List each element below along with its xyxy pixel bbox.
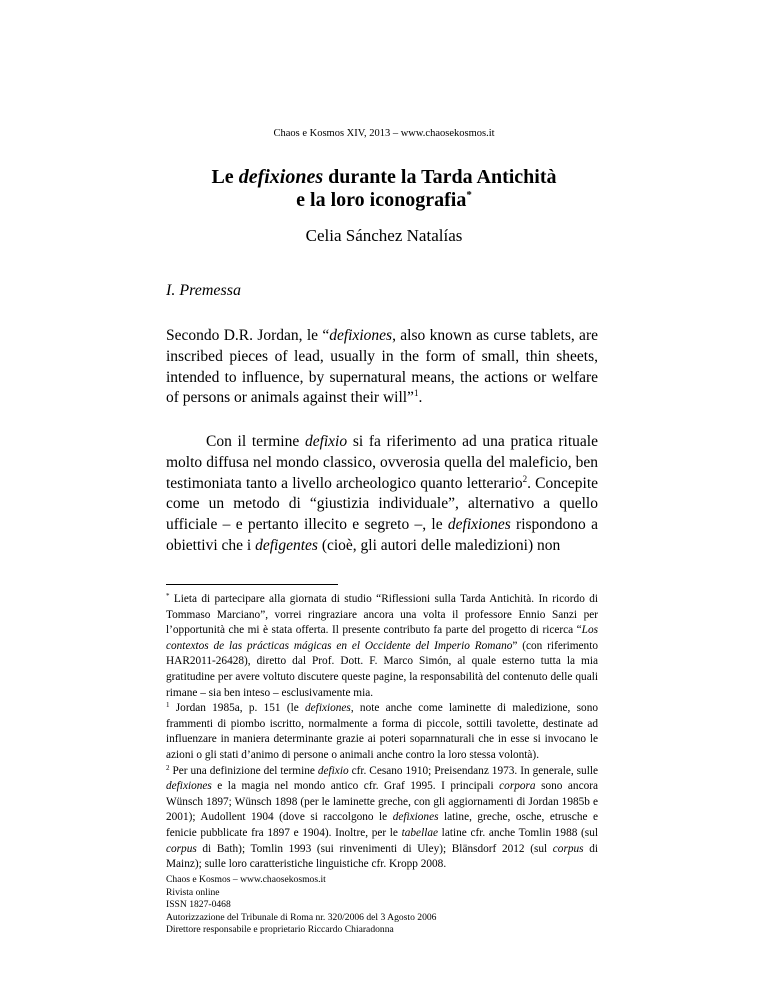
footnote-ref-2[interactable]: 2 — [522, 473, 528, 484]
title-italic-term: defixiones — [238, 166, 324, 188]
running-head: Chaos e Kosmos XIV, 2013 – www.chaosekosmos.it — [273, 128, 495, 139]
author-name: Celia Sánchez Natalías — [305, 226, 463, 245]
imprint-line: Rivista online — [166, 886, 220, 898]
footnote-separator — [166, 584, 338, 585]
imprint-line: Direttore responsabile e proprietario Riccardo Chiaradonna — [166, 924, 394, 936]
paragraph-2: Con il termine defixio si fa riferimento ad una pratica rituale molto diffusa nel mondo classico, ovverosia quella del maleficio, ben testimoniata tanto a livello archeologico quanto letterario$^2$. Concepite come un metodo di “giustizia individuale”, alternativo a quello ufficiale – e pertanto illecito e segreto –, le defixiones rispondono a obiettivi che i defigentes (cioè, gli autori delle maledizioni) non — [166, 433, 599, 554]
title-footnote-mark[interactable]: * — [466, 189, 472, 201]
imprint-line: Chaos e Kosmos – www.chaosekosmos.it — [166, 874, 326, 885]
title-line-2: e la loro iconografia* — [296, 189, 472, 211]
imprint-line: Autorizzazione del Tribunale di Roma nr. 320/2006 del 3 Agosto 2006 — [166, 911, 437, 923]
footnote-star: * Lieta di partecipare alla giornata di studio “Riflessioni sulla Tarda Antichità. In ricordo di Tommaso Marciano”, vorrei ringraziare ancora una volta il professore Ennio Sanzi per l’opportunità che mi è stata offerta. Il presente contributo fa parte del progetto di ricerca “Los contextos de las prácticas mágicas en el Occidente del Imperio Romano” (con riferimento HAR2011-26428), diretto dal Prof. Dott. F. Marco Simón, al quale esterno tutta la mia gratitudine per avere voltuto discutere queste pagine, la responsabilità del contenuto delle quali rimane – sia ben inteso – esclusivamente mia. — [166, 592, 598, 699]
article-title — [0, 166, 768, 212]
journal-imprint — [166, 874, 598, 937]
footnote-2: $^2$ Per una definizione del termine defixio cfr. Cesano 1910; Preisendanz 1973. In generale, sulle defixiones e la magia nel mondo antico cfr. Graf 1995. I principali corpora sono ancora Wünsch 1897; Wünsch 1898 (per le laminette greche, con gli aggiornamenti di Jordan 1985b e 2001); Audollent 1904 (dove si raccolgono le defixiones latine, greche, osche, etrusche e fenicie pubblicate fra 1897 e 1904). Inoltre, per le tabellae latine cfr. anche Tomlin 1988 (sul corpus di Bath); Tomlin 1993 (sui rinvenimenti di Uley); Blänsdorf 2012 (sul corpus di Mainz); sulle loro caratteristiche linguistiche cfr. Kropp 2008. — [166, 763, 599, 871]
title-line-1: Le defixiones durante la Tarda Antichità — [211, 166, 557, 188]
footnotes — [166, 592, 598, 873]
footnote-ref-1[interactable]: 1 — [413, 388, 419, 399]
footnote-1: $^1$ Jordan 1985a, p. 151 (le defixiones, note anche come laminette di maledizione, sono frammenti di piombo iscritto, normalmente a forma di piccole, sottili tavolette, destinate ad influenzare in maniera determinante grazie ai poteri soparnnaturali che in esse si invocano le azioni o gli stati d’animo di persone o animali anche contro la loro stessa volontà). — [166, 701, 598, 761]
paragraph-1: Secondo D.R. Jordan, le “defixiones, also known as curse tablets, are inscribed pieces of lead, usually in the form of small, thin sheets, intended to influence, by supernatural means, the actions or welfare of persons or animals against their will”$^1$. — [166, 327, 598, 407]
imprint-line: ISSN 1827-0468 — [166, 899, 231, 911]
section-heading: I. Premessa — [166, 282, 241, 299]
